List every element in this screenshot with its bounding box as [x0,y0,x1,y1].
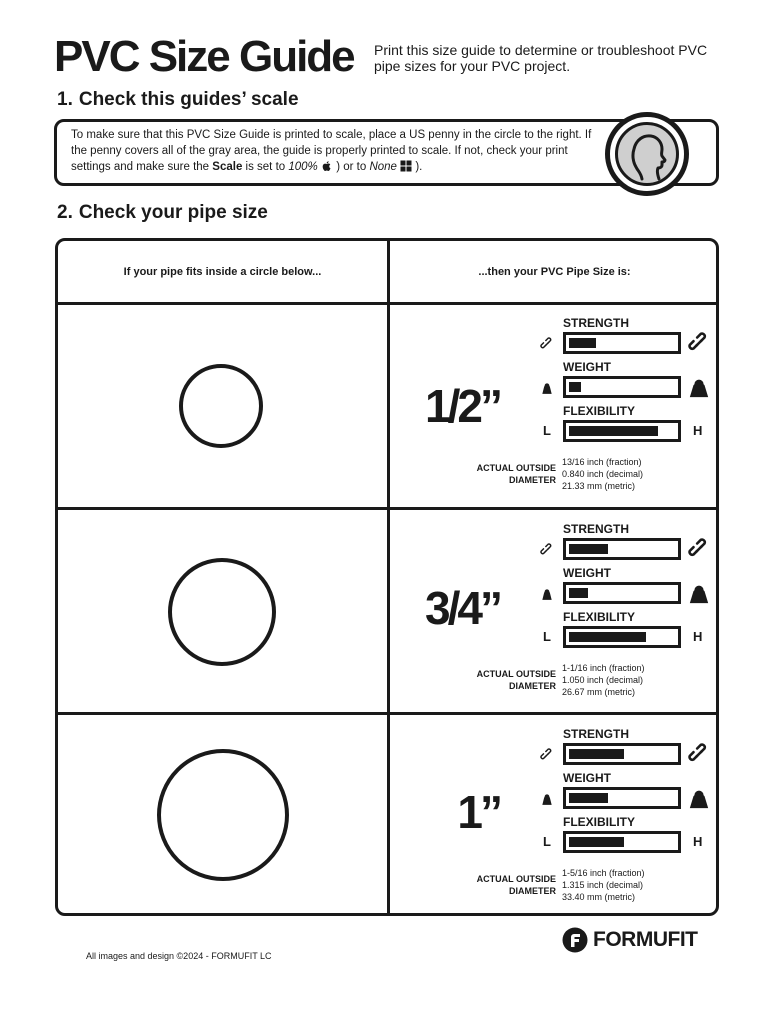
flexibility-label: FLEXIBILITY [563,610,635,624]
brand-name: FORMUFIT [593,928,698,951]
chain-icon [540,337,554,351]
section-1-number: 1. [57,89,73,110]
apple-icon [321,160,333,172]
flexibility-label: FLEXIBILITY [563,404,635,418]
kettlebell-icon [540,792,554,806]
flexibility-low-label: L [543,423,551,438]
od-fraction: 1-1/16 inch (fraction) [562,663,645,673]
section-1-title: Check this guides’ scale [78,89,299,110]
scale-text-part1: To make sure that this PVC Size Guide is printed to scale, place a US penny in the circle to the right. If the penny covers all of the gray area, the guide is properly printed to scale. If not, check your print settings and make sure the [71,129,592,173]
penny-profile-icon [624,127,670,181]
pipe-circle-one-inch [157,749,289,881]
od-metric: 33.40 mm (metric) [562,892,636,902]
flexibility-bar-fill [569,632,646,642]
weight-bar [563,582,681,604]
kettlebell-icon [688,582,710,604]
chain-icon [688,332,710,354]
scale-text-part4: ). [412,161,423,173]
chain-icon [540,543,554,557]
flexibility-low-label: L [543,834,551,849]
column-header-right: ...then your PVC Pipe Size is: [478,266,631,278]
pipe-circle-half-inch [179,364,263,448]
scale-value-mac: 100% [288,161,318,173]
scale-value-windows: None [369,161,397,173]
section-2-number: 2. [57,202,73,223]
chain-icon [688,743,710,765]
brand-logo [562,926,697,954]
section-1-heading [57,88,299,112]
size-row [390,715,719,916]
flexibility-bar-fill [569,426,658,436]
strength-bar [563,332,681,354]
od-label-line1: ACTUAL OUTSIDE [476,669,556,679]
outside-diameter-values [562,456,643,492]
od-decimal: 1.050 inch (decimal) [562,675,644,685]
od-fraction: 1-5/16 inch (fraction) [562,868,645,878]
penny-circle [605,112,689,196]
flexibility-high-label: H [693,834,703,849]
od-decimal: 0.840 inch (decimal) [562,469,644,479]
outside-diameter-label [450,668,556,692]
pipe-size-value: 1” [457,786,500,838]
flexibility-high-label: H [693,423,703,438]
weight-bar-fill [569,588,588,598]
strength-bar-fill [569,338,596,348]
pipe-circle-three-quarter-inch [168,558,276,666]
pipe-size-table [55,238,719,916]
page-subtitle: Print this size guide to determine or troubleshoot PVC pipe sizes for your PVC project. [374,42,708,74]
od-metric: 26.67 mm (metric) [562,687,636,697]
od-label-line1: ACTUAL OUTSIDE [476,463,556,473]
kettlebell-icon [688,787,710,809]
weight-label: WEIGHT [563,360,611,374]
flexibility-bar [563,626,681,648]
od-fraction: 13/16 inch (fraction) [562,457,642,467]
copyright-text: All images and design ©2024 - FORMUFIT LC [86,951,272,961]
strength-label: STRENGTH [563,727,629,741]
kettlebell-icon [540,587,554,601]
kettlebell-icon [540,381,554,395]
scale-setting-name: Scale [212,161,243,173]
weight-bar-fill [569,793,608,803]
od-label-line2: DIAMETER [509,681,556,691]
flexibility-bar-fill [569,837,624,847]
section-2-heading [57,201,268,225]
windows-icon [400,160,412,172]
od-decimal: 1.315 inch (decimal) [562,880,644,890]
od-label-line2: DIAMETER [509,886,556,896]
pipe-size-value: 1/2” [425,380,500,432]
column-header-left: If your pipe fits inside a circle below... [123,266,322,278]
flexibility-bar [563,831,681,853]
weight-bar-fill [569,382,581,392]
formufit-logo-icon [562,927,588,953]
pipe-size-value: 3/4” [425,582,500,634]
size-row [390,305,719,509]
flexibility-label: FLEXIBILITY [563,815,635,829]
flexibility-high-label: H [693,629,703,644]
strength-bar [563,743,681,765]
strength-label: STRENGTH [563,316,629,330]
flexibility-low-label: L [543,629,551,644]
outside-diameter-values [562,867,645,903]
page-title: PVC Size Guide [54,32,354,81]
strength-bar-fill [569,544,608,554]
chain-icon [688,538,710,560]
outside-diameter-values [562,662,645,698]
page-header [54,32,734,82]
size-row [390,510,719,714]
scale-text-part3: ) or to [333,161,370,173]
outside-diameter-label [450,873,556,897]
scale-text-part2: is set to [242,161,289,173]
scale-instructions [71,127,601,175]
weight-label: WEIGHT [563,566,611,580]
weight-label: WEIGHT [563,771,611,785]
strength-bar-fill [569,749,624,759]
weight-bar [563,787,681,809]
strength-bar [563,538,681,560]
flexibility-bar [563,420,681,442]
chain-icon [540,748,554,762]
strength-label: STRENGTH [563,522,629,536]
kettlebell-icon [688,376,710,398]
od-label-line2: DIAMETER [509,475,556,485]
section-2-title: Check your pipe size [78,202,268,223]
outside-diameter-label [450,462,556,486]
weight-bar [563,376,681,398]
penny-gray-area [615,122,679,186]
od-metric: 21.33 mm (metric) [562,481,636,491]
od-label-line1: ACTUAL OUTSIDE [476,874,556,884]
scale-check-box [54,119,719,186]
